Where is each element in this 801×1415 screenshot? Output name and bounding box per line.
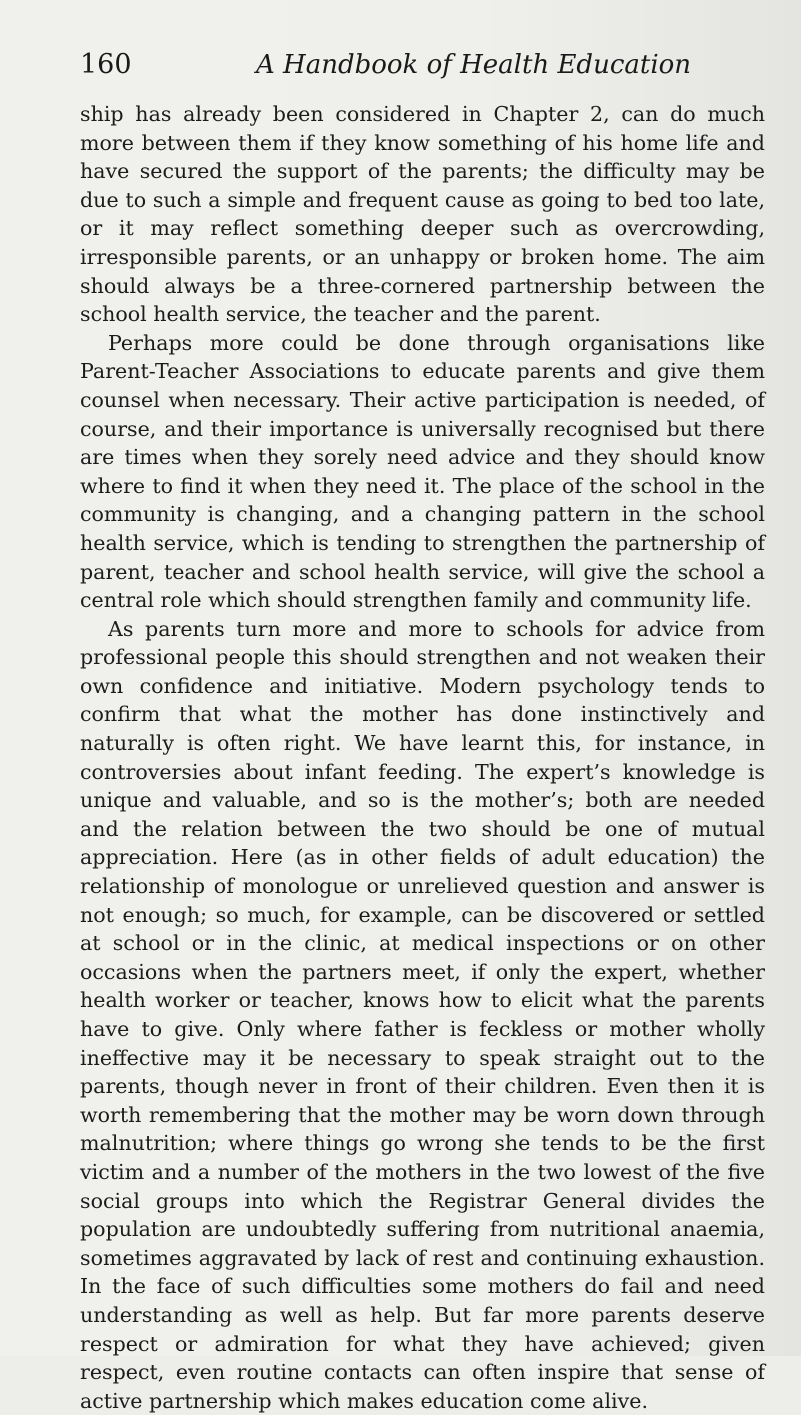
paragraph-continued: ship has already been considered in Chapter 2, can do much more between them if they know something of his home life and have secured the support of the parents; the difficulty may be due to such a simple and frequent cause as going to bed too late, or it may reflect something deeper such as overcrowding, irresponsible parents, or an unhappy or broken home. The aim should always be a three-cornered partnership between the school health service, the teacher and the parent.	[80, 102, 765, 327]
paragraph-parent-teacher: Perhaps more could be done through organisations like Parent-Teacher Associations to educate parents and give them counsel when necessary. Their active participation is needed, of course, and their importance is universally recognised but there are times when they sorely need advice and they should know where to find it when they need it. The place of the school in the community is changing, and a changing pattern in the school health service, which is tending to strengthen the partnership of parent, teacher and school health service, will give the school a central role which should strengthen family and community life.	[80, 330, 765, 613]
paragraph-professional-advice: As parents turn more and more to schools for advice from professional people this should strengthen and not weaken their own confidence and initiative. Modern psychology tends to confirm that what the mother has done instinctively and naturally is often right. We have learnt this, for instance, in controversies about infant feeding. The expert’s knowledge is unique and valuable, and so is the mother’s; both are needed and the relation between the two should be one of mutual appreciation. Here (as in other fields of adult education) the relationship of monologue or unrelieved question and answer is not enough; so much, for example, can be discovered or settled at school or in the clinic, at medical inspections or on other occasions when the partners meet, if only the expert, whether health worker or teacher, knows how to elicit what the parents have to give. Only where father is feckless or mother wholly ineffective may it be necessary to speak straight out to the parents, though never in front of their children. Even then it is worth remembering that the mother may be worn down through malnutrition; where things go wrong she tends to be the first victim and a number of the mothers in the two lowest of the five social groups into which the Registrar General divides the population are undoubtedly suffering from nutritional anaemia, sometimes aggravated by lack of rest and continuing exhaustion. In the face of such difficulties some mothers do fail and need understanding as well as help. But far more parents deserve respect or admiration for what they have achieved; given respect, even routine contacts can often inspire that sense of active partnership which makes education come alive.	[80, 616, 765, 1413]
book-title: A Handbook of Health Education	[256, 50, 692, 80]
page-number: 160	[80, 49, 132, 80]
body-text	[80, 100, 765, 1415]
running-head	[80, 40, 760, 90]
